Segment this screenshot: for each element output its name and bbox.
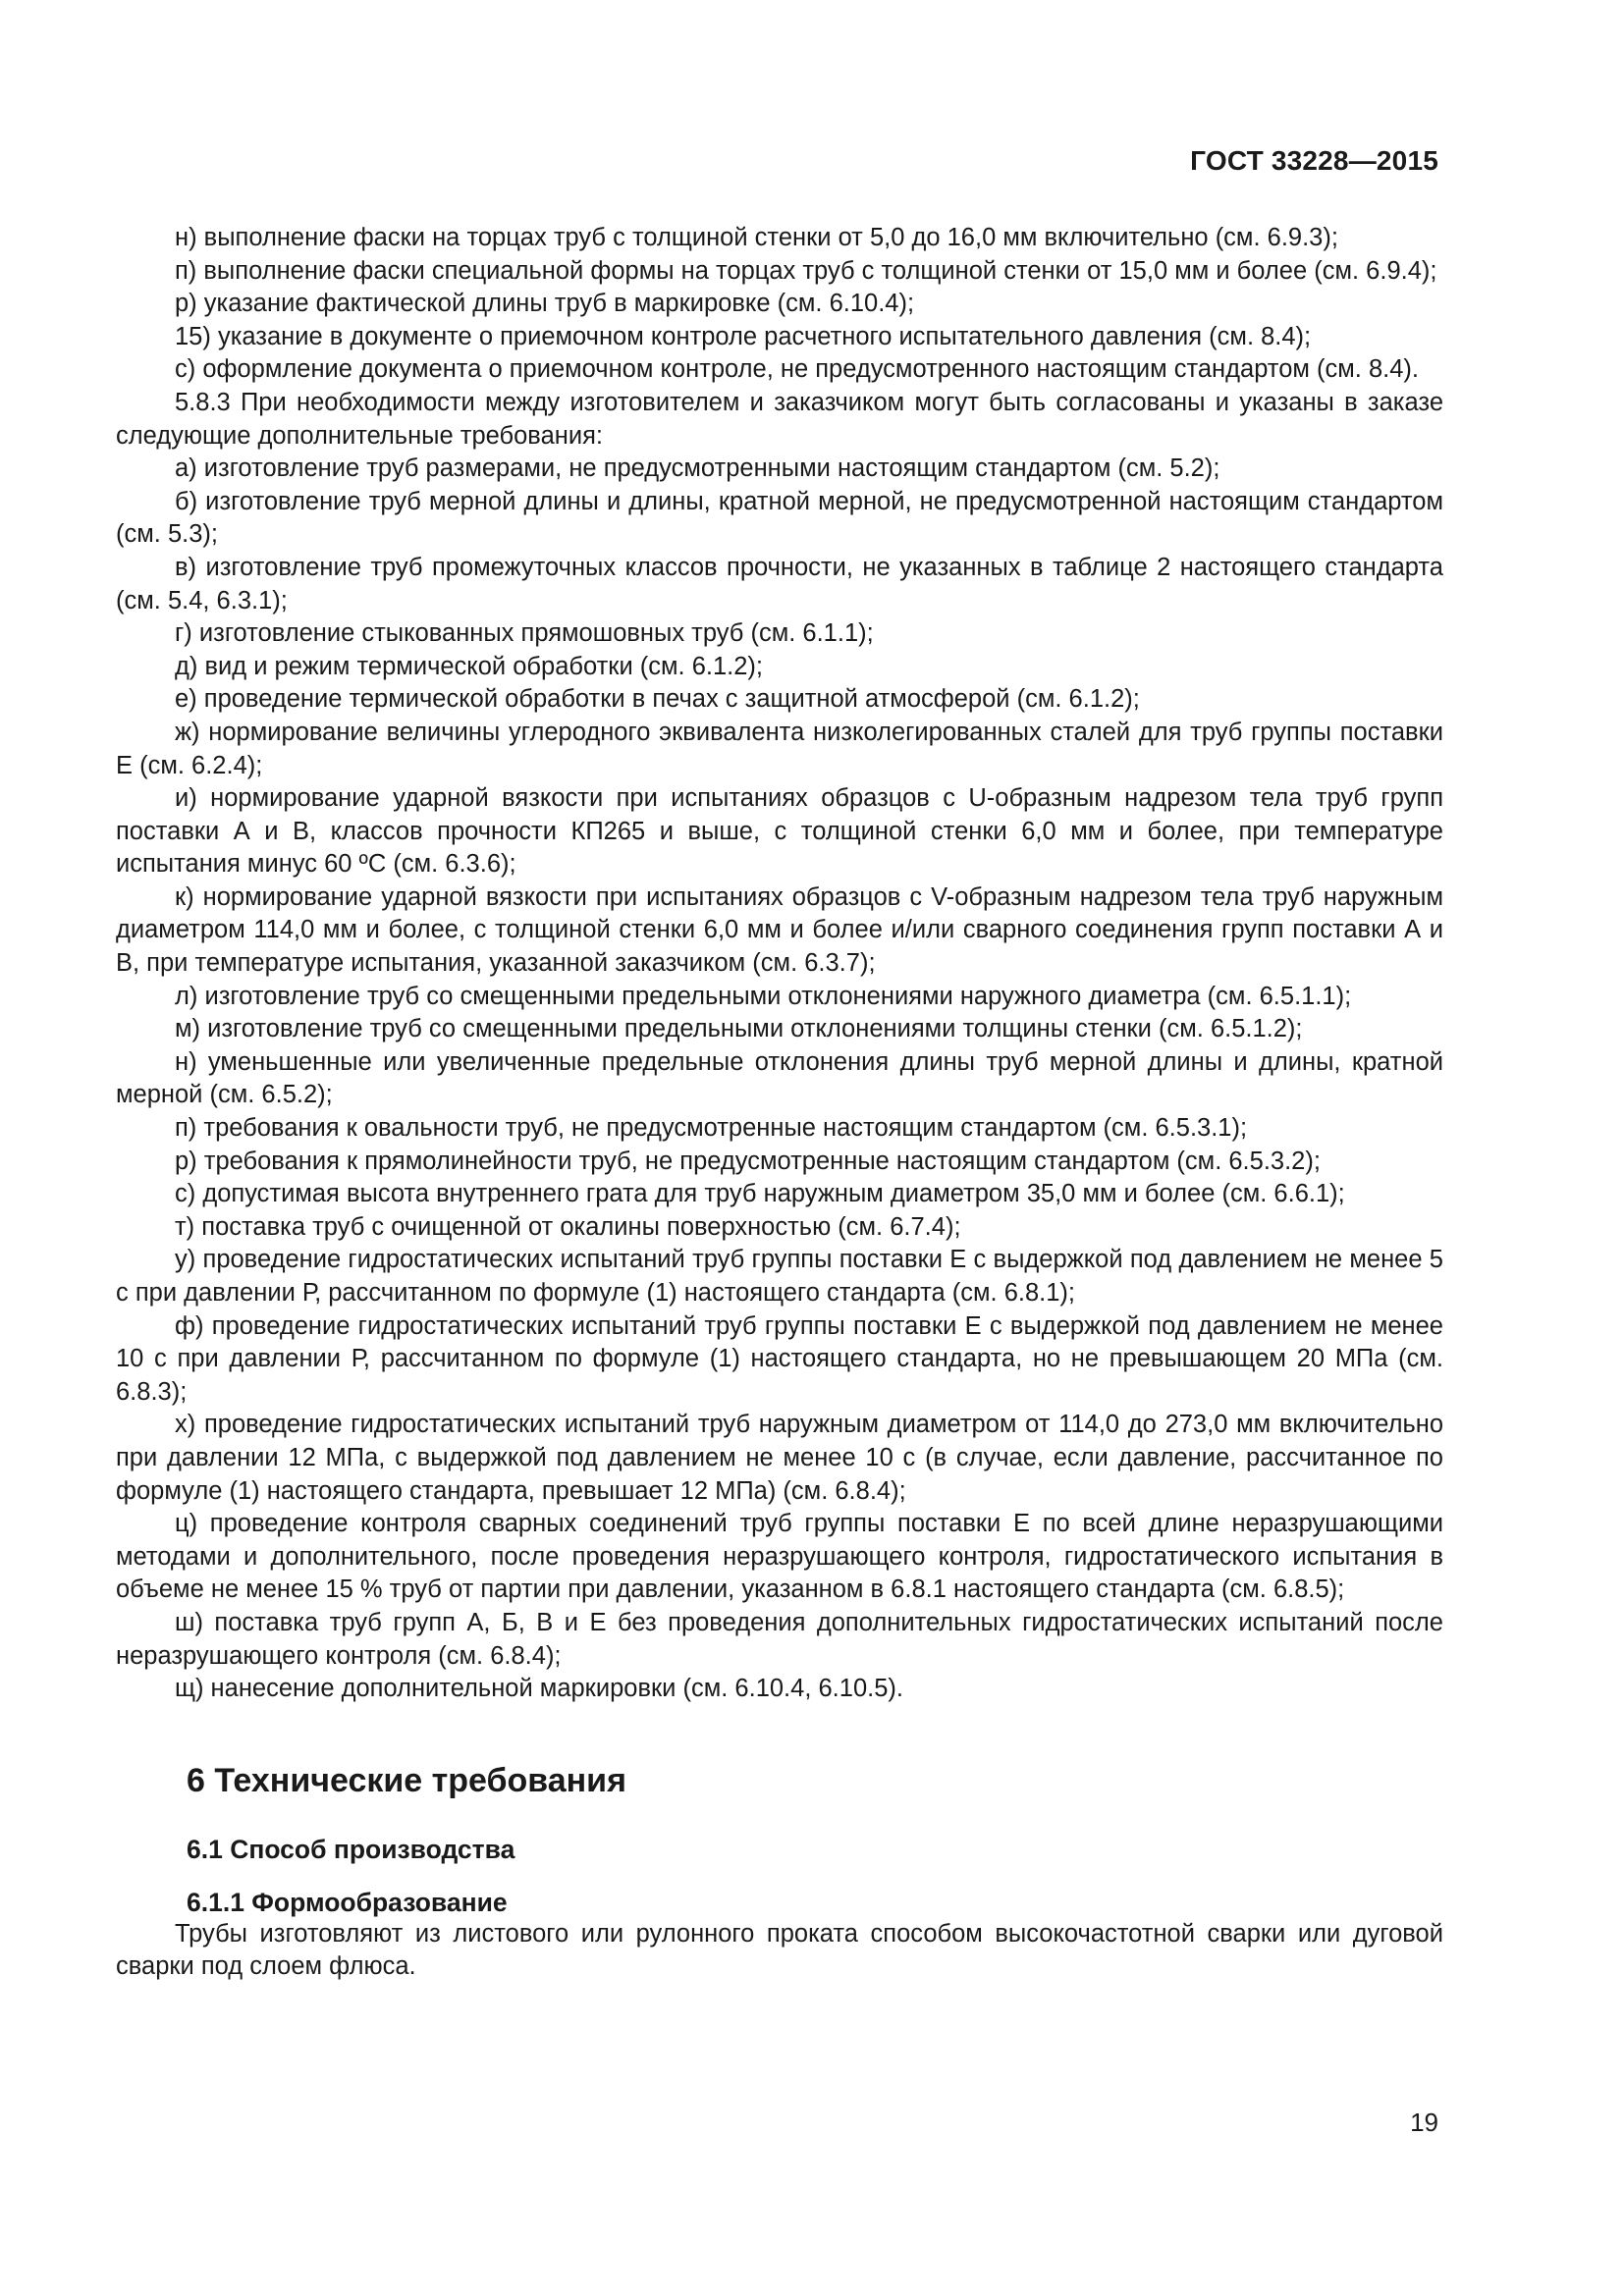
paragraph: п) выполнение фаски специальной формы на торцах труб с толщиной стенки от 15,0 мм и более (см. 6.9.4); xyxy=(175,256,1437,285)
paragraph: к) нормирование ударной вязкости при испытаниях образцов с V-образным надрезом тела труб наружным диаметром 114,0 мм и более, с толщиной стенки 6,0 мм и более и/или сварного соединения групп поставки А и В, при температуре испытания, указанной заказчиком (см. 6.3.7); xyxy=(116,882,1443,978)
paragraph: т) поставка труб с очищенной от окалины поверхностью (см. 6.7.4); xyxy=(175,1212,961,1241)
paragraph: а) изготовление труб размерами, не предусмотренными настоящим стандартом (см. 5.2); xyxy=(175,454,1220,483)
paragraph: л) изготовление труб со смещенными предельными отклонениями наружного диаметра (см. 6.5.1.1); xyxy=(175,982,1352,1010)
paragraph: и) нормирование ударной вязкости при испытаниях образцов с U-образным надрезом тела труб групп поставки А и В, классов прочности КП265 и выше, с толщиной стенки 6,0 мм и более, при температуре испытания минус 60 ºС (см. 6.3.6); xyxy=(116,784,1443,879)
section-heading: 6 Технические требования xyxy=(187,1761,626,1799)
paragraph: е) проведение термической обработки в печах с защитной атмосферой (см. 6.1.2); xyxy=(175,685,1140,714)
paragraph: н) выполнение фаски на торцах труб с толщиной стенки от 5,0 до 16,0 мм включительно (см. 6.9.3); xyxy=(175,224,1338,251)
paragraph: с) оформление документа о приемочном контроле, не предусмотренного настоящим стандартом (см. 8.4). xyxy=(175,355,1419,384)
document-body xyxy=(116,222,1443,1984)
paragraph: в) изготовление труб промежуточных классов прочности, не указанных в таблице 2 настоящего стандарта (см. 5.4, 6.3.1); xyxy=(116,553,1443,614)
paragraph: х) проведение гидростатических испытаний труб наружным диаметром от 114,0 до 273,0 мм включительно при давлении 12 МПа, с выдержкой под давлением не менее 10 с (в случае, если давление, рассчитанное по формуле (1) настоящего стандарта, превышает 12 МПа) (см. 6.8.4); xyxy=(116,1411,1443,1505)
paragraph: м) изготовление труб со смещенными предельными отклонениями толщины стенки (см. 6.5.1.2); xyxy=(175,1015,1303,1043)
paragraph: щ) нанесение дополнительной маркировки (см. 6.10.4, 6.10.5). xyxy=(175,1675,903,1703)
subsubsection-heading: 6.1.1 Формообразование xyxy=(187,1887,508,1917)
paragraph: ш) поставка труб групп А, Б, В и Е без проведения дополнительных гидростатических испытаний после неразрушающего контроля (см. 6.8.4); xyxy=(116,1608,1443,1670)
paragraph: с) допустимая высота внутреннего грата для труб наружным диаметром 35,0 мм и более (см. 6.6.1); xyxy=(175,1180,1345,1208)
paragraph: р) указание фактической длины труб в маркировке (см. 6.10.4); xyxy=(175,290,915,318)
paragraph: р) требования к прямолинейности труб, не предусмотренные настоящим стандартом (см. 6.5.3.2); xyxy=(175,1147,1321,1175)
paragraph: п) требования к овальности труб, не предусмотренные настоящим стандартом (см. 6.5.3.1); xyxy=(175,1114,1248,1143)
page-number: 19 xyxy=(1410,2108,1438,2137)
paragraph: ц) проведение контроля сварных соединений труб группы поставки Е по всей длине неразрушающими методами и дополнительного, после проведения неразрушающего контроля, гидростатического испытания в объеме не менее 15 % труб от партии при давлении, указанном в 6.8.1 настоящего стандарта (см. 6.8.5); xyxy=(116,1510,1443,1604)
paragraph: ж) нормирование величины углеродного эквивалента низколегированных сталей для труб группы поставки Е (см. 6.2.4); xyxy=(116,718,1443,779)
paragraph: 5.8.3 При необходимости между изготовителем и заказчиком могут быть согласованы и указаны в заказе следующие дополнительные требования: xyxy=(116,388,1443,450)
paragraph: 15) указание в документе о приемочном контроле расчетного испытательного давления (см. 8.4); xyxy=(175,322,1312,350)
subsection-heading: 6.1 Способ производства xyxy=(187,1834,515,1864)
paragraph: г) изготовление стыкованных прямошовных труб (см. 6.1.1); xyxy=(175,619,874,648)
requirements-list xyxy=(116,222,1443,1706)
paragraph: д) вид и режим термической обработки (см. 6.1.2); xyxy=(175,652,764,680)
document-header: ГОСТ 33228—2015 xyxy=(1190,145,1438,176)
paragraph: н) уменьшенные или увеличенные предельные отклонения длины труб мерной длины и длины, кратной мерной (см. 6.5.2); xyxy=(116,1047,1443,1109)
section-paragraph: Трубы изготовляют из листового или рулонного проката способом высокочастотной сварки или дуговой сварки под слоем флюса. xyxy=(116,1919,1443,1981)
paragraph: б) изготовление труб мерной длины и длины, кратной мерной, не предусмотренной настоящим стандартом (см. 5.3); xyxy=(116,487,1443,549)
paragraph: у) проведение гидростатических испытаний труб группы поставки Е с выдержкой под давлением не менее 5 с при давлении Р, рассчитанном по формуле (1) настоящего стандарта (см. 6.8.1); xyxy=(116,1246,1443,1307)
paragraph: ф) проведение гидростатических испытаний труб группы поставки Е с выдержкой под давлением не менее 10 с при давлении Р, рассчитанном по формуле (1) настоящего стандарта, но не превышающем 20 МПа (см. 6.8.3); xyxy=(116,1311,1443,1406)
